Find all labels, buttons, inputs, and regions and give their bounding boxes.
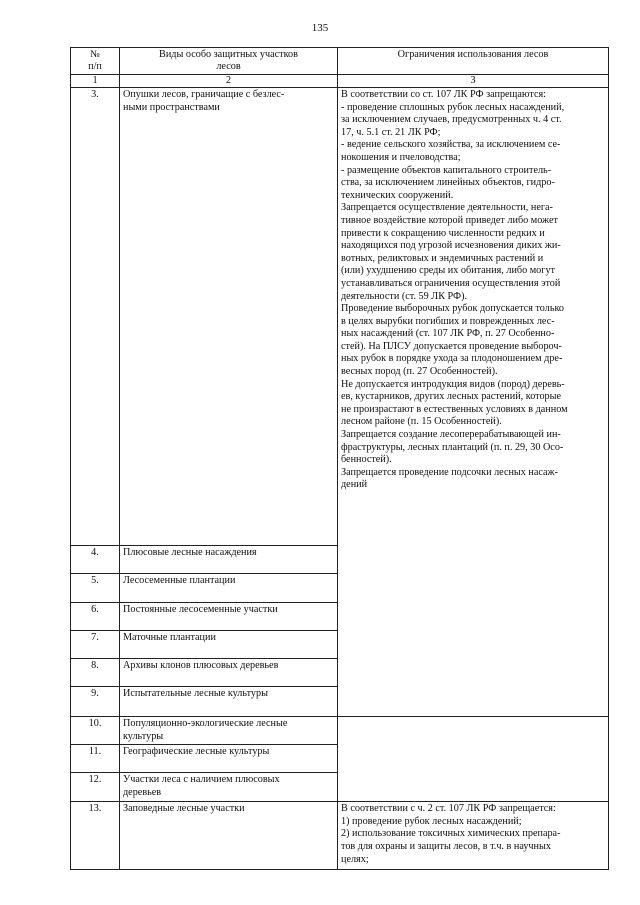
restriction-line: Запрещается осуществление деятельности, нега- bbox=[341, 202, 553, 214]
restriction-line: (или) ухудшению среды их обитания, либо могут bbox=[341, 265, 555, 277]
restriction-line: 1) проведение рубок лесных насаждений; bbox=[341, 815, 522, 827]
row-number: 11. bbox=[71, 745, 120, 773]
row-number: 13. bbox=[71, 802, 120, 870]
restriction-line: фраструктуры, лесных плантаций (п. п. 29, 30 Осо- bbox=[341, 441, 564, 453]
header-row bbox=[71, 48, 609, 75]
row-name: Географические лесные культуры bbox=[120, 745, 338, 773]
restriction-line: привести к сокращению численности редких и bbox=[341, 227, 545, 239]
restriction-line: вотных, реликтовых и эндемичных растений и bbox=[341, 252, 544, 264]
restriction-line: лесном районе (п. 15 Особенностей). bbox=[341, 416, 502, 428]
row-name: Архивы клонов плюсовых деревьев bbox=[120, 659, 338, 687]
row-name: Испытательные лесные культуры bbox=[120, 687, 338, 717]
restriction-line: находящихся под угрозой исчезновения диких жи- bbox=[341, 240, 561, 252]
row-name-line: ными пространствами bbox=[123, 101, 220, 113]
restriction-line: устанавливаться ограничения осуществления этой bbox=[341, 277, 561, 289]
row-number: 5. bbox=[71, 574, 120, 603]
restriction-line: нокошения и пчеловодства; bbox=[341, 151, 461, 163]
row-name-line: Популяционно-экологические лесные bbox=[123, 718, 288, 729]
restriction-line: тивное воздействие которой приведет либо может bbox=[341, 214, 558, 226]
restriction-line: ев, кустарников, других лесных растений, которые bbox=[341, 391, 562, 403]
row-number: 9. bbox=[71, 687, 120, 717]
header-number-line2: п/п bbox=[88, 60, 102, 72]
restriction-line: Запрещается проведение подсочки лесных насаж- bbox=[341, 466, 558, 478]
row-name: Плюсовые лесные насаждения bbox=[120, 546, 338, 574]
restriction-line: за исключением случаев, предусмотренных ч. 4 ст. bbox=[341, 114, 562, 126]
index-row bbox=[71, 75, 609, 88]
restriction-line: бенностей). bbox=[341, 454, 392, 466]
row-number: 10. bbox=[71, 717, 120, 745]
row-name-line: деревьев bbox=[123, 786, 162, 798]
header-number-cell bbox=[71, 48, 120, 75]
restriction-line: стей). На ПЛСУ допускается проведение выбороч- bbox=[341, 340, 562, 352]
table-row bbox=[71, 88, 609, 546]
row-name bbox=[120, 717, 338, 745]
row-number: 6. bbox=[71, 603, 120, 631]
header-types-line2: лесов bbox=[216, 60, 241, 72]
row-name-line: Участки леса с наличием плюсовых bbox=[123, 774, 280, 786]
row-name-line: Опушки лесов, граничащие с безлес- bbox=[123, 89, 285, 100]
row-number: 7. bbox=[71, 631, 120, 659]
restriction-empty-cell bbox=[338, 717, 609, 802]
restriction-line: Проведение выборочных рубок допускается только bbox=[341, 303, 565, 315]
header-restrictions-cell: Ограничения использования лесов bbox=[338, 48, 609, 75]
row-name: Маточные плантации bbox=[120, 631, 338, 659]
restriction-line: деятельности (ст. 59 ЛК РФ). bbox=[341, 290, 468, 302]
index-cell-1: 1 bbox=[71, 75, 120, 88]
page-number: 135 bbox=[311, 22, 329, 34]
restriction-line: не произрастают в естественных условиях в данном bbox=[341, 403, 568, 415]
row-name bbox=[120, 773, 338, 802]
restriction-line: технических сооружений. bbox=[341, 189, 454, 201]
restriction-line: 17, ч. 5.1 ст. 21 ЛК РФ; bbox=[341, 126, 441, 138]
table-row bbox=[71, 802, 609, 870]
restriction-line: - размещение объектов капитального строитель- bbox=[341, 164, 552, 176]
row-number: 3. bbox=[71, 88, 120, 546]
restriction-line: В соответствии со ст. 107 ЛК РФ запрещаются: bbox=[341, 89, 547, 100]
restriction-line: в целях вырубки погибших и поврежденных лес- bbox=[341, 315, 555, 327]
row-name bbox=[120, 88, 338, 546]
restriction-line: ства, за исключением линейных объектов, гидро- bbox=[341, 177, 555, 189]
row-name-line: культуры bbox=[123, 730, 164, 742]
restriction-line: ных насаждений (ст. 107 ЛК РФ, п. 27 Особенно- bbox=[341, 328, 555, 340]
restriction-text bbox=[338, 802, 609, 870]
restriction-line: тов для охраны и защиты лесов, в т.ч. в научных bbox=[341, 840, 551, 852]
row-number: 8. bbox=[71, 659, 120, 687]
row-number: 12. bbox=[71, 773, 120, 802]
forest-restrictions-table bbox=[70, 47, 609, 870]
table-row bbox=[71, 717, 609, 745]
restriction-line: дений bbox=[341, 479, 368, 491]
header-types-line1: Виды особо защитных участков bbox=[159, 49, 298, 60]
restriction-line: В соответствии с ч. 2 ст. 107 ЛК РФ запрещается: bbox=[341, 803, 556, 815]
header-number-line1: № bbox=[90, 49, 100, 60]
restriction-line: - ведение сельского хозяйства, за исключением се- bbox=[341, 139, 561, 151]
row-name: Лесосеменные плантации bbox=[120, 574, 338, 603]
restriction-line: Не допускается интродукция видов (пород) деревь- bbox=[341, 378, 565, 390]
restriction-line: весных пород (п. 27 Особенностей). bbox=[341, 366, 498, 378]
restriction-line: - проведение сплошных рубок лесных насаждений, bbox=[341, 101, 565, 113]
row-name: Заповедные лесные участки bbox=[120, 802, 338, 870]
restriction-line: 2) использование токсичных химических препара- bbox=[341, 828, 561, 840]
row-number: 4. bbox=[71, 546, 120, 574]
header-types-cell bbox=[120, 48, 338, 75]
index-cell-2: 2 bbox=[120, 75, 338, 88]
restriction-line: ных рубок в порядке ухода за плодоношением дре- bbox=[341, 353, 563, 365]
restriction-line: целях; bbox=[341, 853, 369, 865]
restriction-line: Запрещается создание лесоперерабатывающей ин- bbox=[341, 429, 561, 441]
index-cell-3: 3 bbox=[338, 75, 609, 88]
restriction-text bbox=[338, 88, 609, 717]
row-name: Постоянные лесосеменные участки bbox=[120, 603, 338, 631]
